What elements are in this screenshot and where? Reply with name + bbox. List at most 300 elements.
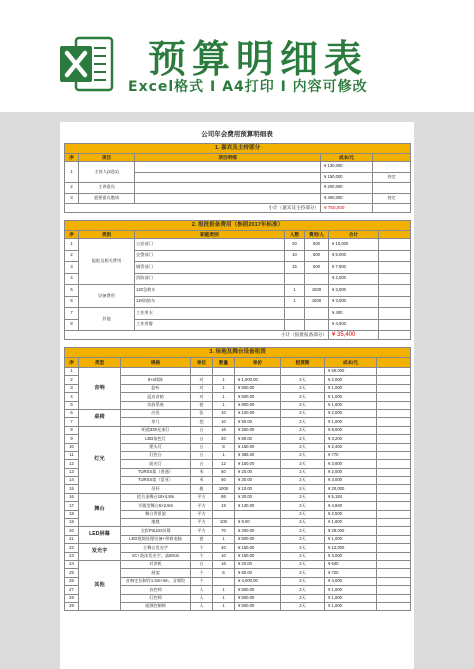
row-qty: 1 (213, 384, 235, 392)
row-type: 音响 (79, 368, 121, 410)
row-period: 2天 (281, 586, 325, 594)
row-unit: 个 (191, 544, 213, 552)
col-header: 租赁期 (281, 358, 325, 368)
row-spec: 铝合金舞台18×4.8m (121, 493, 191, 501)
row-cost: ¥ 720 (325, 569, 377, 577)
row-spec: 地毯 (121, 519, 191, 527)
row-no: 25 (65, 569, 79, 577)
row-spec: 吊杆 (121, 485, 191, 493)
row-detail (135, 172, 321, 183)
row-cost: ¥ 12,000 (325, 544, 377, 552)
col-header: 序 (65, 358, 79, 368)
col-header: 成本/元 (325, 358, 377, 368)
row-period: 2天 (281, 569, 325, 577)
row-cost: ¥ 640 (325, 560, 377, 568)
row-no: 1 (65, 162, 79, 183)
row-period: 2天 (281, 527, 325, 535)
row-unit (191, 368, 213, 376)
page-subtitle: Excel格式 I A4打印 I 内容可修改 (128, 79, 368, 95)
row-unit: 把 (191, 418, 213, 426)
row-no: 5 (65, 285, 79, 297)
row-qty: 40 (213, 544, 235, 552)
row-qty: 70 (213, 527, 235, 535)
row-qty (213, 510, 235, 518)
row-qty (213, 577, 235, 585)
row-price: ¥ 150.00 (235, 552, 281, 560)
row-spec (121, 368, 191, 376)
row-qty: 1 (213, 594, 235, 602)
row-qty (213, 368, 235, 376)
row-unit: 人 (191, 594, 213, 602)
row-period: 2天 (281, 477, 325, 485)
row-func: 工作用水 (135, 308, 285, 320)
row-cost: ¥ 770 (325, 451, 377, 459)
row-period: 2天 (281, 401, 325, 409)
row-price: ¥ 8.00 (235, 519, 281, 527)
row-period: 2天 (281, 502, 325, 510)
row-period: 2天 (281, 552, 325, 560)
row-spec: TURSS架（雷亚） (121, 477, 191, 485)
row-note (373, 183, 411, 194)
row-no: 12 (65, 460, 79, 468)
col-header: 人数 (285, 231, 305, 239)
row-price (235, 510, 281, 518)
row-qty: 1 (213, 602, 235, 610)
table-row (65, 308, 411, 320)
row-cost: ¥ 2,500 (325, 510, 377, 518)
row-no: 14 (65, 477, 79, 485)
row-period: 2天 (281, 560, 325, 568)
row-ppl: 1 (285, 285, 305, 297)
row-qty: 6 (213, 569, 235, 577)
row-no: 20 (65, 527, 79, 535)
row-cost: ¥ 3,200 (325, 435, 377, 443)
row-price (235, 368, 281, 376)
row-no: 6 (65, 409, 79, 417)
row-spec: 主舞台发光字 (121, 544, 191, 552)
row-spec: 对讲机 (121, 560, 191, 568)
row-item: 重要嘉宾邀请 (79, 193, 135, 204)
table-row (65, 527, 411, 535)
excel-x-icon (58, 34, 114, 94)
row-no: 21 (65, 535, 79, 543)
row-spec: 视频控制师 (121, 602, 191, 610)
row-no: 17 (65, 502, 79, 510)
row-spec: 沙发 (121, 409, 191, 417)
row-no: 8 (65, 426, 79, 434)
row-price: ¥ 4,000.00 (235, 577, 281, 585)
row-no: 1 (65, 368, 79, 376)
row-func: 公安部门 (135, 239, 285, 251)
row-spec: 半圆型舞台5×2.5m (121, 502, 191, 510)
row-qty: 1 (213, 393, 235, 401)
col-header: 类别 (79, 231, 135, 239)
row-total: ¥ 7,500 (329, 262, 379, 274)
spreadsheet-preview (60, 122, 414, 669)
subtotal-label: 小计（报批报备部分） (65, 331, 329, 340)
row-spec: 全彩P3LED屏幕 (121, 527, 191, 535)
table-row (65, 162, 411, 173)
row-spec: 展架 (121, 569, 191, 577)
section1-table (64, 143, 411, 213)
row-period: 2天 (281, 409, 325, 417)
row-spec: 功放系统 (121, 401, 191, 409)
row-price: ¥ 130.00 (235, 502, 281, 510)
col-header: 职能类别 (135, 231, 285, 239)
row-price: ¥ 100.00 (235, 409, 281, 417)
row-category: 其他 (79, 308, 135, 331)
row-spec: 面光灯 (121, 460, 191, 468)
row-total: ¥ 4,500 (329, 319, 379, 331)
row-no: 8 (65, 319, 79, 331)
row-total: ¥ 3,000 (329, 285, 379, 297)
row-func: 消防部门 (135, 273, 285, 285)
row-note: 待定 (373, 193, 411, 204)
col-header (377, 358, 411, 368)
row-price: ¥ 500.00 (235, 384, 281, 392)
row-period: 2天 (281, 426, 325, 434)
row-unit: 个 (191, 569, 213, 577)
row-qty: 10 (213, 552, 235, 560)
row-no: 27 (65, 586, 79, 594)
row-total: ¥ 10,000 (329, 239, 379, 251)
row-period: 2天 (281, 460, 325, 468)
subtotal-value: ¥ 35,400 (329, 331, 379, 340)
row-qty: 20 (213, 435, 235, 443)
col-header: 合计 (329, 231, 379, 239)
row-spec: 8+4线阵 (121, 376, 191, 384)
col-header: 项目明细 (135, 154, 321, 162)
row-no: 7 (65, 308, 79, 320)
row-detail (135, 162, 321, 173)
row-unit: 台 (191, 460, 213, 468)
subtotal-label: 小计（嘉宾及主持部分） (65, 204, 321, 213)
row-unit: 人 (191, 602, 213, 610)
row-no: 29 (65, 602, 79, 610)
row-spec: 音控师 (121, 586, 191, 594)
col-header: 单价 (235, 358, 281, 368)
row-cost: ¥ 400,000 (321, 193, 373, 204)
row-ppl: 10 (285, 250, 305, 262)
section3-heading: 3. 场地及舞台设备租赁 (65, 348, 411, 358)
row-cost: ¥ 1,000 (325, 594, 377, 602)
col-header: 单位 (191, 358, 213, 368)
row-detail (135, 183, 321, 194)
row-qty: 100 (213, 519, 235, 527)
row-unit: 对 (191, 393, 213, 401)
row-price: ¥ 500.00 (235, 393, 281, 401)
row-period: 2天 (281, 376, 325, 384)
row-price: ¥ 150.00 (235, 443, 281, 451)
row-fee: 500 (305, 262, 329, 274)
row-price: ¥ 50.00 (235, 418, 281, 426)
row-unit: 对 (191, 376, 213, 384)
row-no: 22 (65, 544, 79, 552)
row-unit: 台 (191, 435, 213, 443)
row-fee: 1500 (305, 296, 329, 308)
row-period: 2天 (281, 535, 325, 543)
row-note (373, 162, 411, 173)
table-row (65, 183, 411, 194)
row-cost: ¥ 1,600 (325, 401, 377, 409)
col-header: 规格 (121, 358, 191, 368)
row-qty: 1 (213, 451, 235, 459)
row-qty: 10 (213, 418, 235, 426)
col-header: 序 (65, 154, 79, 162)
row-period: 2天 (281, 544, 325, 552)
row-no: 28 (65, 594, 79, 602)
row-price: ¥ 150.00 (235, 544, 281, 552)
row-ppl: 1 (285, 296, 305, 308)
row-type: 灯光 (79, 426, 121, 493)
row-unit: 个 (191, 552, 213, 560)
row-spec: 舞台背景架 (121, 510, 191, 518)
row-spec: 摇头灯 (121, 443, 191, 451)
row-qty: 1 (213, 401, 235, 409)
row-total: ¥ 3,000 (329, 296, 379, 308)
row-spec: LED染色灯 (121, 435, 191, 443)
row-no: 2 (65, 376, 79, 384)
row-total: ¥ 2,000 (329, 273, 379, 285)
row-qty: 1000 (213, 485, 235, 493)
row-period: 2天 (281, 485, 325, 493)
row-price: ¥ 60.00 (235, 569, 281, 577)
row-price: ¥ 30.00 (235, 477, 281, 485)
row-category: 设备费用 (79, 285, 135, 308)
row-no: 3 (65, 262, 79, 274)
row-cost: ¥ 5,184 (325, 493, 377, 501)
row-func: 119消防车 (135, 296, 285, 308)
row-no: 18 (65, 510, 79, 518)
row-unit: 对 (191, 384, 213, 392)
row-unit: 套 (191, 535, 213, 543)
row-no: 4 (65, 393, 79, 401)
row-spec: 音响定位制作1.5m×4m，含喷绘 (121, 577, 191, 585)
row-cost: ¥ 2,400 (325, 443, 377, 451)
row-unit: 米 (191, 468, 213, 476)
row-cost: ¥ 60,000 (325, 368, 377, 376)
row-cost: ¥ 2,000 (325, 376, 377, 384)
col-header (379, 231, 411, 239)
col-header: 序 (65, 231, 79, 239)
row-no: 3 (65, 193, 79, 204)
row-fee: 500 (305, 239, 329, 251)
row-qty: 12 (213, 460, 235, 468)
page-title: 预算明细表 (148, 37, 369, 81)
row-ppl (285, 319, 305, 331)
row-cost: ¥ 3,000 (325, 477, 377, 485)
row-spec: 灯控台 (121, 451, 191, 459)
row-total: ¥ 400 (329, 308, 379, 320)
table-row (65, 409, 411, 417)
row-unit: 台 (191, 426, 213, 434)
row-price: ¥ 1,000.00 (235, 376, 281, 384)
table-row (65, 193, 411, 204)
row-cost: ¥ 1,000 (325, 384, 377, 392)
table-row (65, 544, 411, 552)
row-unit: 台 (191, 443, 213, 451)
row-cost: ¥ 20,000 (325, 485, 377, 493)
row-no: 10 (65, 443, 79, 451)
row-total: ¥ 5,000 (329, 250, 379, 262)
subtotal-value: ¥ 750,000 (321, 204, 373, 213)
row-spec: 返送音箱 (121, 393, 191, 401)
row-qty: 19 (213, 502, 235, 510)
row-type: 其他 (79, 560, 121, 610)
row-price: ¥ 385.00 (235, 451, 281, 459)
table-row (65, 493, 411, 501)
row-period (281, 368, 325, 376)
row-unit: 平方 (191, 527, 213, 535)
row-qty: 50 (213, 468, 235, 476)
row-qty: 8 (213, 443, 235, 451)
row-cost: ¥ 1,000 (325, 393, 377, 401)
row-unit: 平方 (191, 493, 213, 501)
row-note: 待定 (373, 172, 411, 183)
col-header: 费用/人 (305, 231, 329, 239)
row-no: 11 (65, 451, 79, 459)
row-price: ¥ 500.00 (235, 594, 281, 602)
row-cost: ¥ 1,600 (325, 519, 377, 527)
row-no: 6 (65, 296, 79, 308)
row-cost: ¥ 4,940 (325, 502, 377, 510)
row-spec: 监听 (121, 384, 191, 392)
promo-header (0, 0, 474, 112)
table-row (65, 368, 411, 376)
col-header: 类型 (79, 358, 121, 368)
row-period: 2天 (281, 594, 325, 602)
row-fee (305, 273, 329, 285)
row-unit: 米 (191, 477, 213, 485)
row-qty: 50 (213, 477, 235, 485)
row-unit: 根 (191, 485, 213, 493)
row-func: 工作用餐 (135, 319, 285, 331)
row-type: 舞台 (79, 493, 121, 527)
table-row (65, 239, 411, 251)
row-cost: ¥ 1,000 (325, 586, 377, 594)
row-unit: 平方 (191, 502, 213, 510)
row-period: 2天 (281, 418, 325, 426)
row-price: ¥ 20.00 (235, 560, 281, 568)
row-price: ¥ 250.00 (235, 426, 281, 434)
row-qty: 16 (213, 426, 235, 434)
row-period: 2天 (281, 443, 325, 451)
subtotal-row (65, 331, 411, 340)
row-cost: ¥ 1,000 (325, 602, 377, 610)
row-cost: ¥ 2,000 (325, 409, 377, 417)
row-fee: 500 (305, 250, 329, 262)
row-spec: 灯控师 (121, 594, 191, 602)
row-spec: VC+泡沫发光字，高80cm (121, 552, 191, 560)
row-period: 2天 (281, 384, 325, 392)
col-header: 成本/元 (321, 154, 373, 162)
row-unit: 套 (191, 401, 213, 409)
row-no: 1 (65, 239, 79, 251)
row-no: 15 (65, 485, 79, 493)
row-price: ¥ 200.00 (235, 527, 281, 535)
row-cost: ¥ 28,000 (325, 527, 377, 535)
row-cost: ¥ 3,600 (325, 460, 377, 468)
row-unit: 张 (191, 409, 213, 417)
row-period: 2天 (281, 577, 325, 585)
row-cost: ¥ 1,000 (325, 535, 377, 543)
row-price: ¥ 20.00 (235, 468, 281, 476)
row-cost: ¥ 1,000 (325, 418, 377, 426)
row-price: ¥ 150.00 (235, 460, 281, 468)
row-spec: 茶几 (121, 418, 191, 426)
row-no: 2 (65, 183, 79, 194)
row-period: 2天 (281, 468, 325, 476)
row-fee (305, 308, 329, 320)
row-price: ¥ 30.00 (235, 493, 281, 501)
row-qty: 1 (213, 586, 235, 594)
row-func: 交警部门 (135, 250, 285, 262)
row-ppl (285, 273, 305, 285)
row-category: 报批及相关费用 (79, 239, 135, 285)
row-price: ¥ 500.00 (235, 586, 281, 594)
row-unit: 台 (191, 560, 213, 568)
row-spec: LED视频处理设备+带着电脑 (121, 535, 191, 543)
row-ppl (285, 308, 305, 320)
row-cost: ¥ 150,000 (321, 172, 373, 183)
row-item: 主持人(2选1) (79, 162, 135, 183)
row-fee: 1500 (305, 285, 329, 297)
document-title: 公司年会费用预算明细表 (201, 131, 273, 138)
row-cost: ¥ 3,000 (325, 552, 377, 560)
row-no: 19 (65, 519, 79, 527)
row-no: 4 (65, 273, 79, 285)
row-no: 23 (65, 552, 79, 560)
row-no: 2 (65, 250, 79, 262)
table-row (65, 426, 411, 434)
row-cost: ¥ 2,000 (325, 468, 377, 476)
row-period: 2天 (281, 510, 325, 518)
subtotal-row (65, 204, 411, 213)
row-type: 桌椅 (79, 409, 121, 426)
row-period: 2天 (281, 602, 325, 610)
row-fee (305, 319, 329, 331)
row-period: 2天 (281, 435, 325, 443)
row-period: 2天 (281, 393, 325, 401)
row-price: ¥ 10.00 (235, 485, 281, 493)
row-func: 城管部门 (135, 262, 285, 274)
row-cost: ¥ 200,000 (321, 183, 373, 194)
row-period: 2天 (281, 519, 325, 527)
row-price: ¥ 80.00 (235, 435, 281, 443)
row-no: 7 (65, 418, 79, 426)
row-unit: 人 (191, 586, 213, 594)
row-price: ¥ 500.00 (235, 602, 281, 610)
row-type: LED屏幕 (79, 527, 121, 544)
row-detail (135, 193, 321, 204)
row-ppl: 20 (285, 239, 305, 251)
row-cost: ¥ 4,000 (325, 577, 377, 585)
section2-heading: 2. 报批报备费用（参照2017年标准） (65, 221, 411, 231)
row-no: 13 (65, 468, 79, 476)
row-qty: 10 (213, 409, 235, 417)
row-spec: 明道330光束灯 (121, 426, 191, 434)
row-no: 26 (65, 577, 79, 585)
row-no: 24 (65, 560, 79, 568)
row-qty: 86 (213, 493, 235, 501)
row-cost: ¥ 130,000 (321, 162, 373, 173)
col-header: 项目 (79, 154, 135, 162)
table-row (65, 285, 411, 297)
row-type: 发光字 (79, 544, 121, 561)
row-ppl: 15 (285, 262, 305, 274)
table-row (65, 560, 411, 568)
section1-heading: 1. 嘉宾及主持部分 (65, 144, 411, 154)
